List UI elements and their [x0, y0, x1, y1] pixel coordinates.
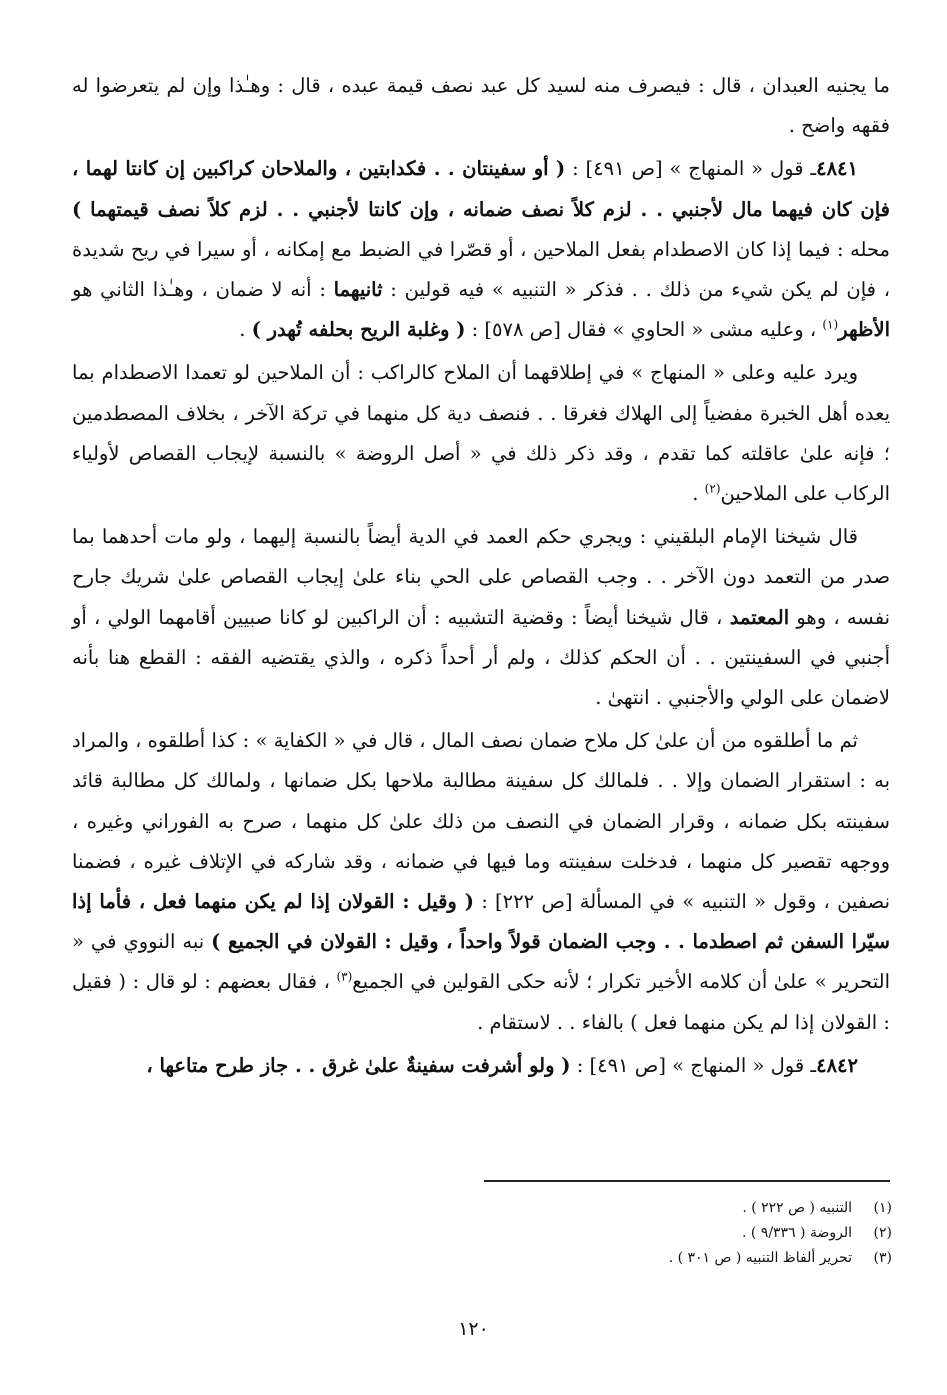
page-number: ١٢٠ — [458, 1318, 489, 1340]
text-run: ، قال شيخنا أيضاً : وقضية التشبيه : أن الراكبين لو كانا صبيين أقامهما الولي ، أو أجنبي في السفينتين . . أن الحكم كذلك ، ولم أر أحداً ذكره ، والذي يقتضيه الفقه : القطع هنا بأنه لاضمان على الولي والأجنبي . انتهىٰ . — [72, 605, 890, 710]
text-run: ويرد عليه وعلى « المنهاج » في إطلاقهما أن الملاح كالراكب : أن الملاحين لو تعمدا الاصطدام بما يعده أهل الخبرة مفضياً إلى الهلاك فغرقا . . فنصف دية كل منهما في تركة الآخر ، بخلاف المصطدمين ؛ فإنه علىٰ عاقلته كما تقدم ، وقد ذكر ذلك في « أصل الروضة » بالنسبة لإيجاب القصاص لأولياء الركاب على الملاحين — [72, 361, 890, 506]
footnote-text: التنبيه ( ص ٢٢٢ ) . — [742, 1200, 852, 1216]
text-run: قال شيخنا الإمام البلقيني : ويجري حكم العمد في الدية أيضاً بالنسبة إليهما ، ولو مات أحدهما بما صدر من التعمد دون الآخر . . وجب القصاص على الحي بناء علىٰ إيجاب القصاص علىٰ شريك جارح نفسه ، وهو — [72, 525, 890, 629]
text-run: : أنه لا ضمان ، وهـٰذا الثاني هو — [72, 278, 334, 302]
bold-text: ( وغلبة الريح بحلفه تُهدر ) — [251, 318, 466, 342]
bold-text: ( ولو أشرفت سفينةٌ علىٰ غرق . . جاز طرح متاعها ، — [146, 1053, 571, 1077]
text-run: محله : فيما إذا كان الاصطدام بفعل الملاحين ، أو قصّرا في الضبط مع إمكانه ، أو سيرا في ريح شديدة ، فإن لم يكن شيء من ذلك . . فذكر « التنبيه » فيه قولين : — [72, 237, 890, 302]
paragraph-3 — [72, 517, 890, 718]
footnote-mark: (٢) — [873, 1225, 892, 1241]
footnote-3 — [560, 1246, 892, 1271]
bold-text: المعتمد — [729, 605, 790, 629]
text-run: ثم ما أطلقوه من أن علىٰ كل ملاح ضمان نصف المال ، قال في « الكفاية » : كذا أطلقوه ، والمراد به : استقرار الضمان وإلا . . فلمالك كل سفينة مطالبة ملاحها بكل ضمانها ، ولمالك كل مطالبة قائد سفينته بكل ضمانه ، وقرار الضمان في النصف من ذلك علىٰ كل منهما ، صرح به الفوراني وغيره ، ووجهه تقصير كل منهما ، فدخلت سفينته وما فيها في ضمانه ، وقد شاركه في الإتلاف غيره ، فضمنا نصفين ، وقول « التنبيه » في المسألة [ص ٢٢٢] : — [72, 729, 891, 914]
text-run: ، فقال بعضهم : لو قال : ( فقيل : القولان إذا لم يكن منهما فعل ) بالفاء . . لاستقام . — [72, 970, 890, 1034]
bold-text: ( أو سفينتان . . فكدابتين ، والملاحان كراكبين إن كانتا لهما ، فإن كان فيهما مال لأجنبي . . لزم كلاً نصف ضمانه ، وإن كانتا لأجنبي . . لزم كلاً نصف قيمتهما ) — [72, 157, 890, 221]
footnote-1 — [560, 1196, 892, 1221]
text-run: ، وعليه مشى « الحاوي » فقال [ص ٥٧٨] : — [465, 318, 823, 342]
bold-text: الأظهر — [838, 318, 890, 342]
footnote-ref: (١) — [822, 317, 839, 332]
paragraph-4841 — [72, 149, 890, 350]
bold-text: ٤٨٤٢ — [816, 1053, 858, 1077]
footnotes — [560, 1196, 892, 1271]
footnote-ref: (٢) — [704, 481, 721, 496]
paragraph-4 — [72, 721, 890, 1043]
footnote-mark: (١) — [873, 1200, 892, 1216]
main-text — [72, 66, 890, 1086]
bold-text: ( وقيل : القولان إذا لم يكن منهما فعل ، فأما إذا سيّرا السفن ثم اصطدما . . وجب الضمان قولاً واحداً ، وقيل : القولان في الجميع ) — [72, 890, 891, 954]
paragraph-0 — [72, 66, 890, 146]
bold-text: ٤٨٤١ — [816, 157, 859, 181]
footnote-2 — [560, 1221, 892, 1246]
paragraph-2 — [72, 353, 890, 514]
text-run: . — [239, 318, 252, 342]
text-run: ما يجنيه العبدان ، قال : فيصرف منه لسيد كل عبد نصف قيمة عبده ، قال : وهـٰذا وإن لم يتعرضوا له فقهه واضح . — [72, 74, 890, 138]
footnote-mark: (٣) — [873, 1250, 892, 1266]
bold-text: ثانيهما — [333, 278, 383, 302]
footnote-ref: (٣) — [336, 969, 353, 984]
text-run: ـ قول « المنهاج » [ص ٤٩١] : — [565, 157, 817, 181]
text-run: . — [692, 482, 705, 506]
text-run: ـ قول « المنهاج » [ص ٤٩١] : — [570, 1053, 817, 1077]
footnote-text: تحرير ألفاظ التنبيه ( ص ٣٠١ ) . — [668, 1250, 852, 1266]
footnote-divider — [484, 1180, 890, 1182]
text-run: نبه النووي في « التحرير » علىٰ أن كلامه الأخير تكرار ؛ لأنه حكى القولين في الجميع — [72, 930, 890, 994]
paragraph-4842 — [72, 1046, 890, 1086]
footnote-text: الروضة ( ٩/٣٣٦ ) . — [741, 1225, 852, 1241]
